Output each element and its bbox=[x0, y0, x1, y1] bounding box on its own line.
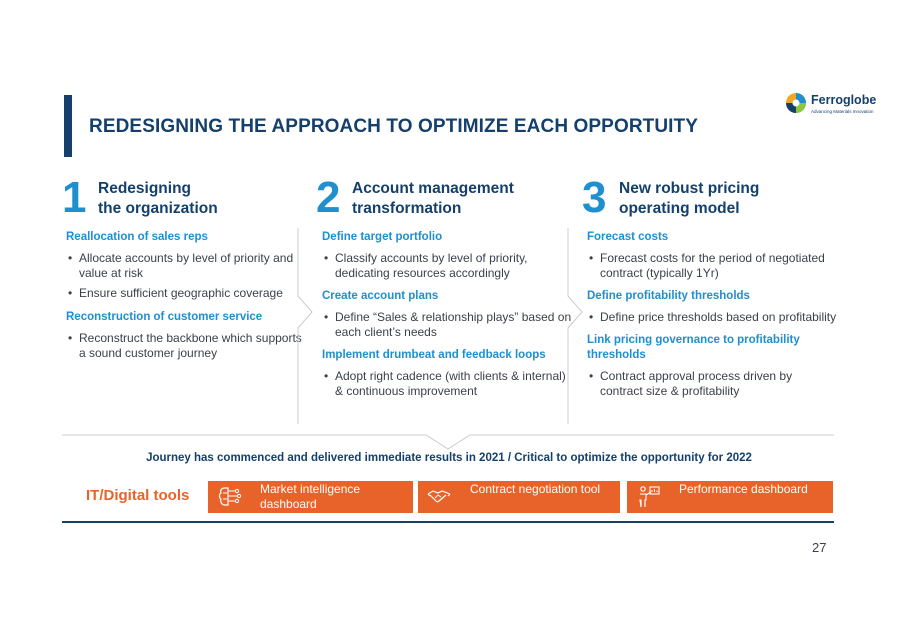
column-body bbox=[66, 230, 302, 366]
page-number: 27 bbox=[812, 540, 827, 555]
ferroglobe-logo-mark-icon bbox=[785, 92, 807, 114]
chevron-separator bbox=[294, 228, 316, 424]
column-heading-line1: New robust pricing bbox=[619, 180, 760, 197]
bullet-item: • Contract approval process driven by contract size & profitability bbox=[587, 369, 837, 399]
presenter-chart-icon bbox=[635, 484, 661, 510]
section-subtitle: Create account plans bbox=[322, 290, 439, 302]
logo-tagline: Advancing Materials Innovation bbox=[811, 109, 874, 114]
tool-performance-dashboard bbox=[627, 481, 833, 513]
slide-title: REDESIGNING THE APPROACH TO OPTIMIZE EACH OPPORTUITY bbox=[89, 116, 699, 137]
bullet-item: • Ensure sufficient geographic coverage bbox=[66, 286, 302, 301]
bullet-item: • Define “Sales & relationship plays” based on each client’s needs bbox=[322, 310, 572, 340]
column-heading-line1: Redesigning bbox=[98, 180, 192, 197]
section-subtitle: Forecast costs bbox=[587, 231, 669, 243]
section-subtitle: Reconstruction of customer service bbox=[66, 311, 263, 323]
section-subtitle: Implement drumbeat and feedback loops bbox=[322, 349, 546, 361]
brain-circuit-icon bbox=[216, 484, 242, 510]
column-heading bbox=[98, 179, 218, 219]
chevron-separator bbox=[564, 228, 586, 424]
column-heading-line2: operating model bbox=[619, 200, 740, 217]
journey-statement: Journey has commenced and delivered immediate results in 2021 / Critical to optimize the opportunity for 2022 bbox=[146, 452, 752, 464]
bullet-item: • Classify accounts by level of priority, dedicating resources accordingly bbox=[322, 251, 572, 281]
bullet-item: • Adopt right cadence (with clients & internal) & continuous improvement bbox=[322, 369, 572, 399]
company-logo bbox=[785, 92, 898, 122]
column-heading-line2: transformation bbox=[352, 200, 462, 217]
column-number: 1 bbox=[62, 173, 87, 222]
footer-divider bbox=[62, 521, 834, 523]
handshake-icon bbox=[426, 484, 452, 510]
bullet-item: • Reconstruct the backbone which supports a sound customer journey bbox=[66, 331, 302, 361]
column-number: 3 bbox=[582, 173, 607, 222]
column-heading-line2: the organization bbox=[98, 200, 218, 217]
section-subtitle: Define target portfolio bbox=[322, 231, 443, 243]
tool-label: Performance dashboard bbox=[679, 482, 808, 496]
notched-divider bbox=[62, 424, 834, 452]
column-body bbox=[322, 230, 572, 404]
logo-wordmark: Ferroglobe bbox=[811, 93, 877, 107]
column-body bbox=[587, 230, 837, 404]
it-tools-label: IT/Digital tools bbox=[86, 487, 190, 504]
tool-contract-negotiation bbox=[418, 481, 620, 513]
column-heading-line1: Account management bbox=[352, 180, 514, 197]
column-heading bbox=[352, 179, 514, 219]
section-subtitle: Link pricing governance to profitability thresholds bbox=[587, 334, 800, 361]
column-number: 2 bbox=[316, 173, 341, 222]
tool-label: Contract negotiation tool bbox=[470, 482, 601, 496]
bullet-item: • Define price thresholds based on profitability bbox=[587, 310, 837, 325]
section-subtitle: Define profitability thresholds bbox=[587, 290, 750, 302]
tool-label: Market intelligence dashboard bbox=[260, 482, 361, 511]
tool-market-intelligence bbox=[208, 481, 413, 513]
bullet-item: • Allocate accounts by level of priority and value at risk bbox=[66, 251, 302, 281]
bullet-item: • Forecast costs for the period of negotiated contract (typically 1Yr) bbox=[587, 251, 837, 281]
section-subtitle: Reallocation of sales reps bbox=[66, 231, 208, 243]
column-heading bbox=[619, 179, 759, 219]
title-accent-bar bbox=[64, 95, 72, 157]
